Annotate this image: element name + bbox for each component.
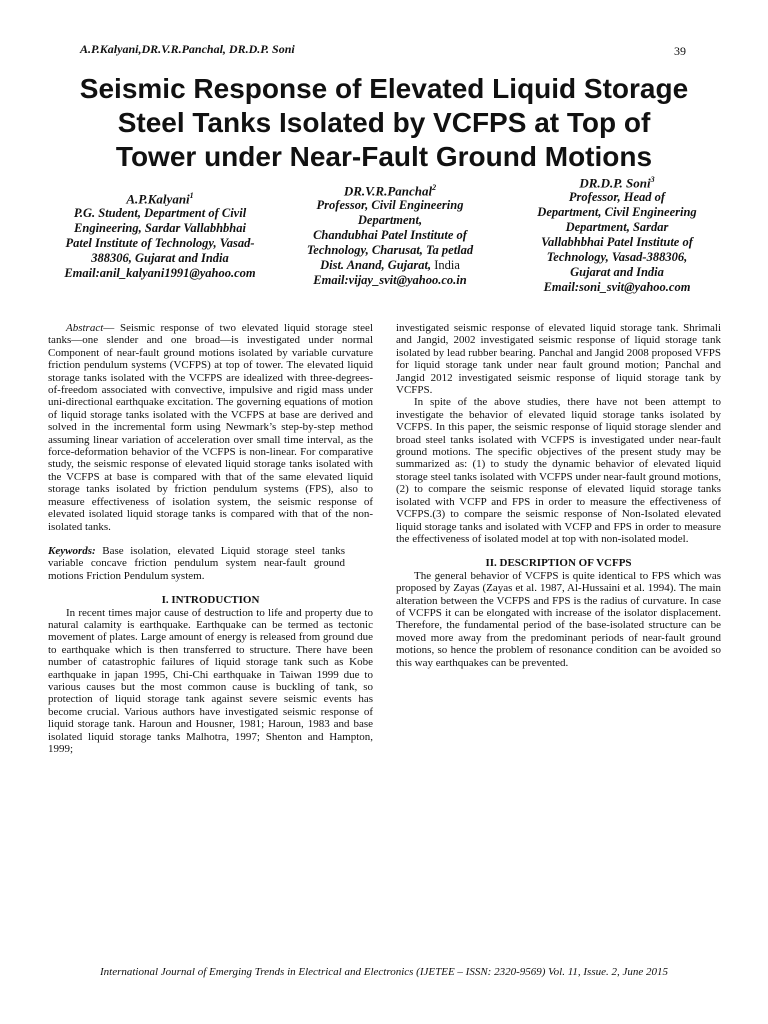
page-number: 39 (674, 44, 686, 58)
author-block-2 (280, 180, 500, 288)
abstract-text: — Seismic response of two elevated liquid storage steel tanks—one slender and one broad—is investigated under normal Component of near-fault ground motions isolated by variable curvature friction pendulum systems (VCFPS) at top of tower. The elevated liquid storage tanks isolated with the VCFPS are idealized with three-degrees-of-freedom associated with convective, impulsive and rigid mass under uni-directional earthquake excitation. The governing equations of motion of liquid storage tanks isolated with the VCFPS at base are derived and solved in the incremental form using Newmark’s step-by-step method assuming linear variation of acceleration over small time interval, as the force-deformation behavior of the VCFPS is non-linear. For comparative study, the seismic response of elevated liquid storage tanks isolated with the VCFPS at base is compared with that of the same elevated liquid storage tanks isolated by friction pendulum systems (FPS), also to measure effectiveness of isolation system, the seismic response of elevated isolated liquid storage tanks is compared with that of the non-isolated tanks. (48, 322, 373, 533)
author-affiliation-line: 388306, Gujarat and India (91, 251, 229, 266)
keywords-label: Keywords: (48, 544, 96, 557)
author-affiliation-line: Technology, Vasad-388306, (546, 250, 688, 265)
title-line: Seismic Response of Elevated Liquid Storage (79, 73, 689, 104)
author-affiliation-line: Department, Sardar (565, 220, 669, 235)
author-email: Email:soni_svit@yahoo.com (543, 280, 691, 295)
paragraph: In spite of the above studies, there have not been attempt to investigate the behavior of elevated liquid storage tanks isolated by VCFPS. In this paper, the seismic response of liquid storage slender and broad steel tanks isolated with VCFPS is investigated under near-fault ground motions. The specific objectives of the present study may be summarized as: (1) to study the dynamic behavior of elevated liquid storage steel tanks isolated with VCFPS under near-fault ground motions, (2) to compare the seismic response of elevated liquid storage tanks isolated with VCFP and FPS in order to measure the effectiveness of VCFPS.(3) to compare the seismic response of Non-Isolated elevated liquid storage tanks and isolated with VCFP and FPS in order to measure the effectiveness of isolated model at top with non-isolated model. (396, 396, 721, 545)
author-affiliation-line: Professor, Civil Engineering (316, 198, 464, 213)
keywords-text: Base isolation, elevated Liquid storage steel tanks variable concave friction pendulum system near-fault ground motions Friction Pendulum system. (48, 544, 345, 582)
paragraph: investigated seismic response of elevated liquid storage tank. Shrimali and Jangid, 2002 investigated seismic response of liquid storage tank isolated by lead rubber bearing. Panchal and Jangid 2008 proposed VFPS for liquid storage tank under near fault ground motion; Panchal and Jangid 2012 investigated seismic response of liquid storage tank by VCFPS. (396, 322, 721, 397)
author-affiliation-line: Department, (357, 213, 423, 228)
keywords (48, 545, 345, 582)
author-affiliation-line: Professor, Head of (568, 190, 666, 205)
author-name: A.P.Kalyani$^1$ (126, 191, 194, 207)
abstract (48, 322, 373, 533)
right-column (396, 322, 721, 669)
paper-title (0, 72, 768, 174)
author-affiliation-line: Vallabhbhai Patel Institute of (541, 235, 693, 250)
abstract-label: Abstract (66, 322, 104, 334)
journal-footer: International Journal of Emerging Trends in Electrical and Electronics (IJETEE – ISSN: 2320-9569) Vol. 11, Issue. 2, June 2015 (99, 966, 669, 978)
author-email: Email:vijay_svit@yahoo.co.in (313, 273, 467, 288)
title-line: Steel Tanks Isolated by VCFPS at Top of (117, 107, 651, 138)
author-name: DR.V.R.Panchal$^2$ (343, 183, 437, 199)
section-heading-description: II. DESCRIPTION OF VCFPS (485, 557, 632, 570)
running-head: A.P.Kalyani,DR.V.R.Panchal, DR.D.P. Soni (80, 42, 295, 56)
author-affiliation-line: P.G. Student, Department of Civil (73, 206, 247, 221)
author-affiliation-line: Technology, Charusat, Ta petlad (306, 243, 474, 258)
author-affiliation-line: Patel Institute of Technology, Vasad- (65, 236, 255, 251)
author-block-1 (40, 188, 280, 281)
author-affiliation-line: Engineering, Sardar Vallabhbhai (74, 221, 246, 236)
author-affiliation-line: Chandubhai Patel Institute of (313, 228, 467, 243)
author-affiliation-line: Dist. Anand, Gujarat, India (320, 258, 460, 273)
title-line: Tower under Near-Fault Ground Motions (115, 141, 653, 172)
author-email: Email:anil_kalyani1991@yahoo.com (64, 266, 256, 281)
author-block-3 (506, 172, 728, 295)
author-affiliation-line: Gujarat and India (570, 265, 664, 280)
introduction-paragraph: In recent times major cause of destruction to life and property due to natural calamity is earthquake. Earthquake can be termed as tectonic movement of plates. Large amount of energy is released from ground due to earthquake which is then transferred to structure. There have been number of catastrophic failures of liquid storage tank such as Kobe earthquake in japan 1995, Chi-Chi earthquake in Taiwan 1999 due to various causes but the most common cause is buckling of tank, so protection of liquid storage tank against severe seismic events has become crucial. Various authors have investigated seismic response of liquid storage tank. Haroun and Housner, 1981; Haroun, 1983 and base isolated liquid storage tanks Malhotra, 1997; Shenton and Hampton, 1999; (48, 606, 373, 755)
author-affiliation-line: Department, Civil Engineering (537, 205, 697, 220)
left-column (48, 322, 373, 755)
paragraph: The general behavior of VCFPS is quite identical to FPS which was proposed by Zayas (Zayas et al. 1987, Al-Hussaini et al. 1994). The main alteration between the VCFPS and FPS is the radius of curvature. In case of VCFPS it can be elongated with increase of the isolator displacement. Therefore, the fundamental period of the base-isolated structure can be moved more away from the predominant periods of near-fault ground motions, so hence the problem of resonance condition can be avoided so this way earthquakes can be prevented. (396, 569, 721, 669)
section-heading-introduction: I. INTRODUCTION (161, 594, 260, 607)
author-name: DR.D.P. Soni$^3$ (579, 175, 655, 191)
